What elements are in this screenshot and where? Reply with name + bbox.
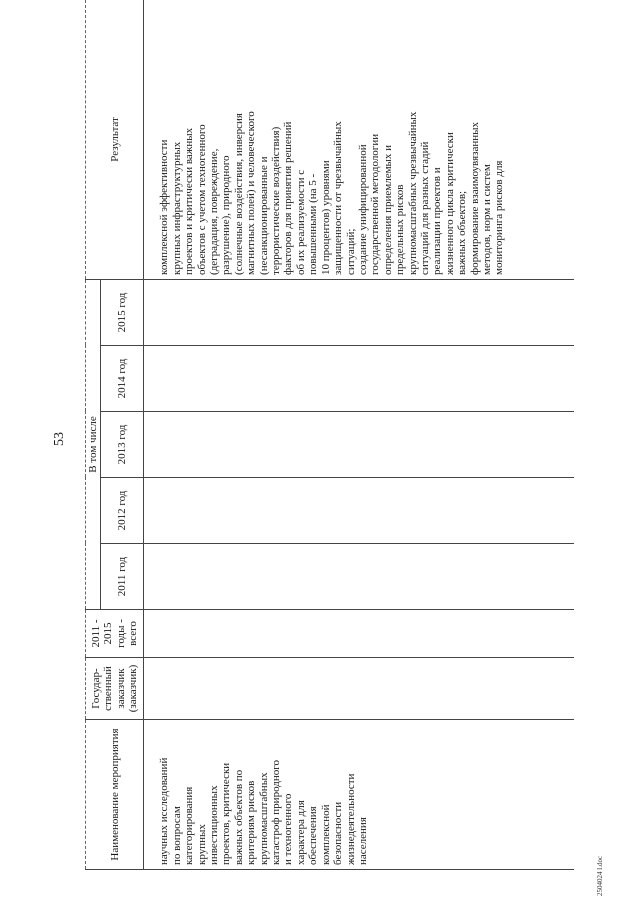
cell-year-2011 [144,544,574,610]
header-name [86,720,144,870]
header-result [86,0,144,279]
header-customer [86,658,144,720]
document-id: 2504024 l.doc [596,855,604,896]
header-name-label: Наименование мероприятия [108,728,121,861]
cell-total [144,610,574,658]
header-year-2015 [101,279,144,345]
page-number: 53 [52,432,67,446]
header-year-2011 [101,544,144,610]
cell-year-2014 [144,346,574,412]
header-result-label: Результат [108,117,121,162]
header-total [86,610,144,658]
cell-name-text: научных исследований по вопросам категорирования крупных инвестиционных проектов, критически важных объектов по критериям рисков крупномасштабных катастроф природного и техногенного характера для обеспечения комплексной безопасности жизнедеятельности населения [158,757,369,865]
header-year-label: 2011 год [116,556,129,597]
cell-name [144,720,574,870]
header-including [86,279,101,609]
header-year-2013 [101,412,144,478]
header-year-label: 2012 год [116,490,129,531]
header-year-2012 [101,478,144,544]
cell-year-2013 [144,412,574,478]
cell-year-2015 [144,279,574,345]
header-total-label: 2011 - 2015 годы - всего [89,619,140,648]
header-year-label: 2014 год [116,358,129,399]
rotated-table-wrapper [85,0,605,870]
header-year-2014 [101,346,144,412]
cell-customer [144,658,574,720]
events-table [85,0,574,870]
header-year-label: 2013 год [116,424,129,465]
cell-year-2012 [144,478,574,544]
header-year-label: 2015 год [116,292,129,333]
header-customer-label: Государ-ственный заказчик (заказчик) [89,664,140,713]
header-including-label: В том числе [87,416,99,473]
cell-result-text: комплексной эффективности крупных инфраструктурных проектов и критически важных объектов с учетом техногенного (деградация, повреждение, разрушение), природного (солнечные воздействия, инверсия магнитных полей) и человеческого (несанкционированные и террористические воздействия) факторов для принятия решений об их реализуемости с повышенными (на 5 - 10 процентов) уровнями защищенности от чрезвычайных ситуаций; создание унифицированной государственной методологии определения приемлемых и предельных рисков крупномасштабных чрезвычайных ситуаций для разных стадий реализации проектов и жизненного цикла критически важных объектов; формирование взаимоувязанных методов, норм и систем мониторинга рисков для [158,111,506,275]
table-row [144,0,574,870]
cell-result [144,0,574,279]
